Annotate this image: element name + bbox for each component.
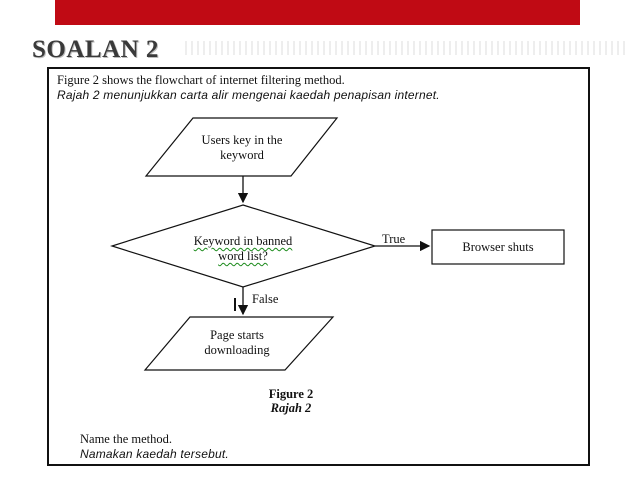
decision-node-text xyxy=(163,234,323,264)
true-label: True xyxy=(382,232,406,246)
input-node-text xyxy=(180,133,304,163)
figure-caption: Figure 2 xyxy=(268,387,314,401)
false-node-text xyxy=(175,328,299,358)
false-node-line-1: Page starts xyxy=(210,328,264,342)
decision-node-line-2: word list? xyxy=(218,249,268,263)
input-node-line-2: keyword xyxy=(220,148,264,162)
question-english: Name the method. xyxy=(80,432,172,446)
intro-malay: Rajah 2 menunjukkan carta alir mengenai kaedah penapisan internet. xyxy=(57,88,440,102)
true-node-text: Browser shuts xyxy=(462,240,534,254)
question-malay: Namakan kaedah tersebut. xyxy=(80,447,229,461)
false-node-line-2: downloading xyxy=(204,343,270,357)
input-node-line-1: Users key in the xyxy=(201,133,283,147)
slide-title: SOALAN 2 xyxy=(32,36,159,63)
figure-caption-malay: Rajah 2 xyxy=(270,401,312,415)
decision-node-line-1: Keyword in banned xyxy=(193,234,293,248)
intro-english: Figure 2 shows the flowchart of internet filtering method. xyxy=(57,73,345,87)
false-label: False xyxy=(252,292,279,306)
